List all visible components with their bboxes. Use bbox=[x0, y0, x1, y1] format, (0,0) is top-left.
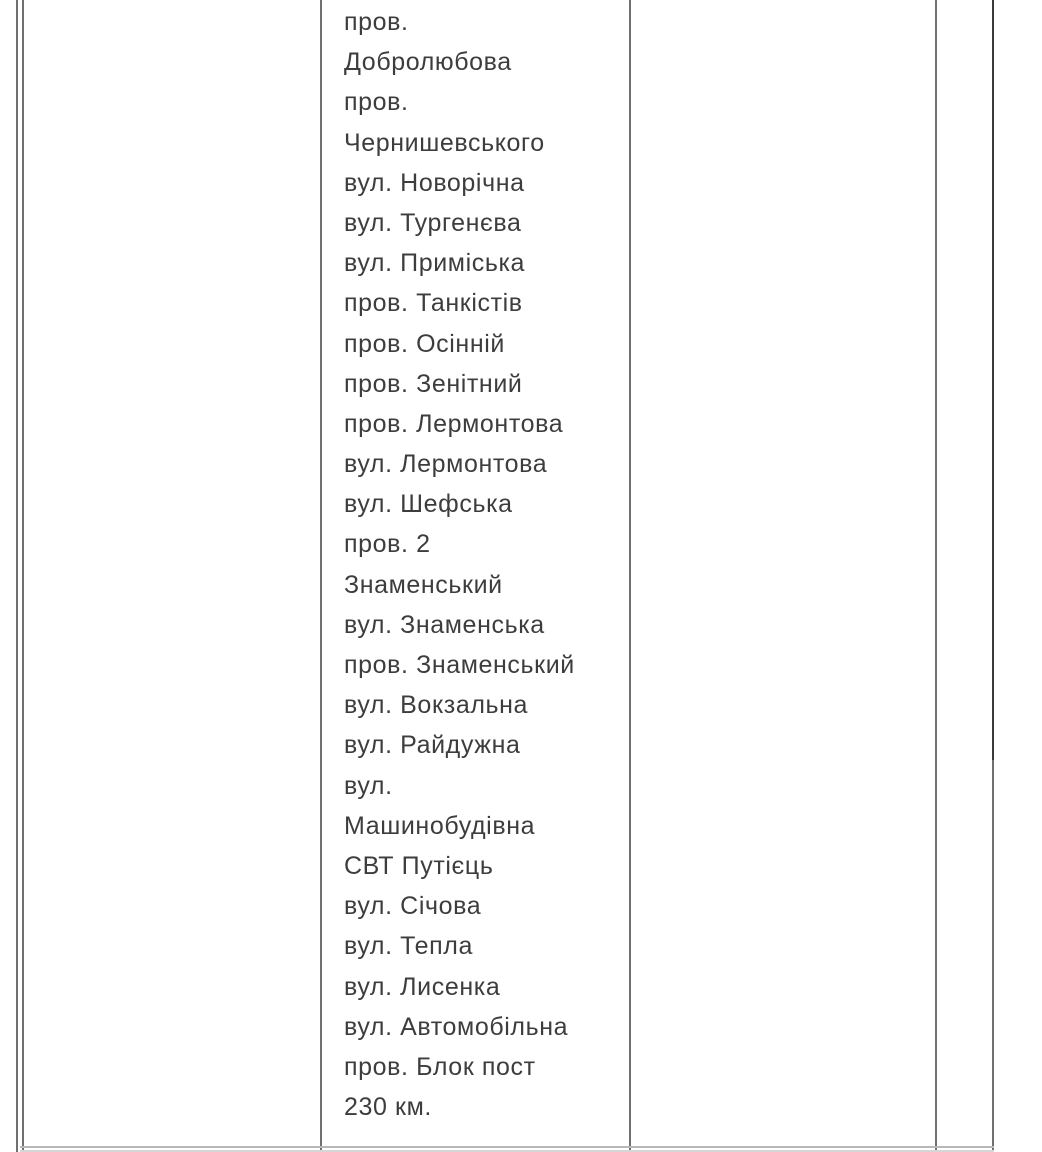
street-line: пров. bbox=[344, 8, 409, 36]
street-list-cell bbox=[344, 2, 620, 1127]
column-divider-2 bbox=[629, 0, 631, 1152]
street-line: Машинобудівна bbox=[344, 811, 536, 840]
street-line: вул. Лисенка bbox=[344, 972, 501, 1001]
street-line: вул. Новорічна bbox=[344, 168, 525, 197]
street-line: вул. Січова bbox=[344, 892, 482, 921]
street-line: пров. Знаменський bbox=[344, 651, 575, 679]
column-divider-1 bbox=[320, 0, 322, 1152]
street-line: пров. 2 bbox=[344, 530, 431, 559]
table-border-left bbox=[22, 0, 24, 1152]
street-line: Чернишевського bbox=[344, 128, 545, 157]
table-border-left-outer bbox=[16, 0, 18, 1152]
street-line: вул. bbox=[344, 771, 393, 800]
table-border-right bbox=[992, 0, 994, 760]
street-line: СВТ Путієць bbox=[344, 851, 494, 880]
street-line: пров. Лермонтова bbox=[344, 409, 564, 438]
street-line: вул. Вокзальна bbox=[344, 691, 529, 720]
street-line: пров. bbox=[344, 88, 409, 117]
street-line: Знаменський bbox=[344, 570, 503, 599]
street-line: Добролюбова bbox=[344, 48, 512, 77]
street-line: вул. Знаменська bbox=[344, 610, 545, 639]
column-divider-3 bbox=[935, 0, 937, 1152]
street-line: вул. Лермонтова bbox=[344, 450, 548, 479]
table-border-right-lower bbox=[992, 760, 994, 1152]
street-line: вул. Шефська bbox=[344, 490, 513, 519]
street-line: вул. Автомобільна bbox=[344, 1012, 569, 1041]
street-line: вул. Тепла bbox=[344, 932, 473, 961]
row-divider bbox=[20, 1146, 994, 1148]
street-line: пров. Осінній bbox=[344, 329, 505, 358]
street-line: пров. Зенітний bbox=[344, 369, 523, 398]
street-line: 230 км. bbox=[344, 1093, 432, 1122]
street-line: вул. Райдужна bbox=[344, 731, 521, 760]
street-line: пров. Блок пост bbox=[344, 1052, 536, 1081]
street-line: вул. Тургенєва bbox=[344, 208, 522, 237]
street-line: вул. Приміська bbox=[344, 249, 526, 278]
street-line: пров. Танкістів bbox=[344, 289, 523, 318]
